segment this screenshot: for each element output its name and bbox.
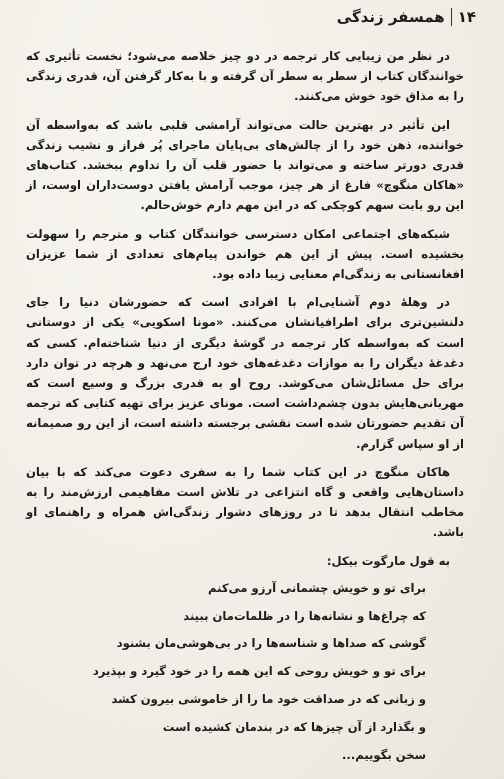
paragraph: در نظر من زیبایی کار ترجمه در دو چیز خلاصه می‌شود؛ نخست تأثیری که خوانندگان کتاب از سطر به سطر آن گرفته و با به‌کار گرفتن آن، قدری زندگی را به مذاق خود خوش می‌کنند. — [26, 49, 464, 104]
paragraph: شبکه‌های اجتماعی امکان دسترسی خوانندگان کتاب و مترجم را سهولت بخشیده است. پیش از این هم خواندن پیام‌های تعدادی از شما عزیزان افغانستانی به زندگی‌ام معنایی زیبا داده بود. — [26, 226, 464, 282]
paragraph: هاکان منگوچ در این کتاب شما را به سفری دعوت می‌کند که با بیان داستان‌هایی واقعی و گاه انتزاعی در تلاش است مفاهیمی ارزش‌مند را به مخاطب انتقال بدهد تا در روزهای دشوار زندگی‌اش همراه و راهنمای او باشد. — [26, 464, 464, 540]
poem-line: و زبانی که در صداقت خود ما را از خاموشی بیرون کشد — [111, 692, 426, 707]
quote-intro: به قول مارگوت بیکل: — [326, 553, 450, 568]
paragraph: در وهلهٔ دوم آشنایی‌ام با افرادی است که حضورشان دنیا را جای دلنشین‌تری برای اطرافیانشان می‌کنند. «مونا اسکویی» یکی از دوستانی است که به‌واسطه کار ترجمه در گوشهٔ دیگری از دنیا شناخته‌ام. کسی که دغدغهٔ دیگران را به موازات دغدغه‌های خود ارج می‌نهد و هرچه در توان دارد برای حل مسائل‌شان می‌کوشد. روح او به قدری بزرگ و وسیع است که مهربانی‌هایش بدون چشم‌داشت است. مونای عزیز برای تهیه کتابی که ترجمه آن تقدیم حضورتان شده است نقشی برجسته داشته است، از این رو صمیمانه از او سپاس گزارم. — [26, 295, 464, 451]
body-text — [26, 46, 464, 773]
poem-line: برای تو و خویش روحی که این همه را در خود گیرد و بپذیرد — [92, 664, 426, 679]
poem — [26, 579, 464, 766]
poem-line: گوشی که صداها و شناسه‌ها را در بی‌هوشی‌مان بشنود — [116, 636, 426, 651]
page-header — [337, 8, 476, 26]
book-title: همسفر زندگی — [336, 8, 445, 26]
paragraph: این تأثیر در بهترین حالت می‌تواند آرامشی قلبی باشد که به‌واسطه آن خواننده، ذهن خود را از چالش‌های بی‌پایان ماجرای پُر فراز و نشیب زندگی قدری دورتر ساخته و می‌تواند با حضور قلب آن را تداوم ببخشد. کتاب‌های «هاکان منگوچ» فارغ از هر چیز، موجب آرامش یافتن دوست‌داران اوست، از این رو بابت سهم کوچکی که در این مهم دارم خوش‌حالم. — [26, 117, 464, 213]
page-number: ۱۴ — [451, 8, 476, 26]
poem-line: سخن بگوییم... — [342, 747, 426, 762]
poem-line: که چراغ‌ها و نشانه‌ها را در ظلمات‌مان ببیند — [183, 608, 426, 623]
poem-line: برای تو و خویش چشمانی آرزو می‌کنم — [208, 580, 426, 595]
poem-line: و بگذارد از آن چیزها که در بندمان کشیده است — [162, 719, 426, 734]
